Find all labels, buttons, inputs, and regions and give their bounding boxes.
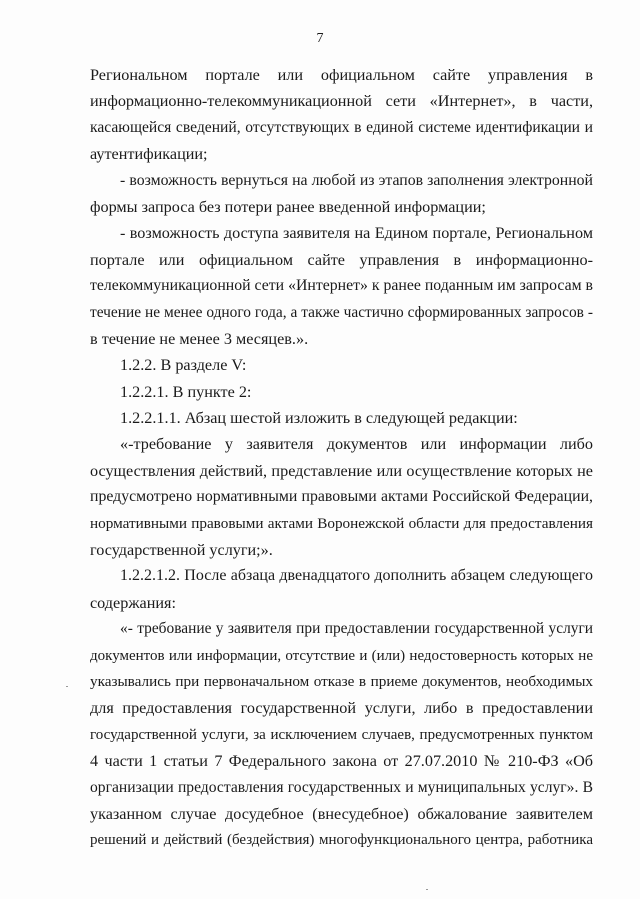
- text-line: телекоммуникационной сети «Интернет» к ранее поданным им запросам в: [90, 277, 593, 295]
- text-line: течение не менее одного года, а также частично сформированных запросов -: [90, 303, 593, 321]
- text-line: 1.2.2.1. В пункте 2:: [120, 382, 252, 401]
- text-line: 1.2.2. В разделе V:: [120, 356, 247, 375]
- text-line: портале или официальном сайте управления в информационно-: [90, 250, 593, 269]
- text-line: 1.2.2.1.2. После абзаца двенадцатого дополнить абзацем следующего: [120, 567, 593, 585]
- text-line: нормативными правовыми актами Воронежской области для предоставления: [90, 514, 593, 532]
- text-line: решений и действий (бездействия) многофункционального центра, работника: [90, 832, 593, 849]
- text-line: осуществления действий, представление или осуществление которых не: [90, 461, 593, 480]
- text-line: «- требование у заявителя при предоставлении государственной услуги: [120, 620, 593, 638]
- scan-speck: [66, 686, 68, 687]
- text-line: касающейся сведений, отсутствующих в единой системе идентификации и: [90, 118, 593, 136]
- text-line: - возможность доступа заявителя на Едином портале, Региональном: [120, 224, 593, 243]
- scan-speck: [426, 889, 428, 890]
- text-line: содержания:: [90, 593, 176, 612]
- page-number: 7: [316, 31, 324, 46]
- text-line: «-требование у заявителя документов или информации либо: [120, 435, 593, 454]
- text-line: 4 части 1 статьи 7 Федерального закона от 27.07.2010 № 210-ФЗ «Об: [90, 752, 593, 771]
- text-line: в течение не менее 3 месяцев.».: [90, 329, 309, 348]
- document-body: [90, 62, 593, 854]
- text-line: формы запроса без потери ранее введенной информации;: [90, 197, 486, 216]
- text-line: 1.2.2.1.1. Абзац шестой изложить в следующей редакции:: [120, 409, 518, 428]
- text-line: организации предоставления государственных и муниципальных услуг». В: [90, 778, 593, 796]
- text-line: государственной услуги;».: [90, 541, 273, 560]
- text-line: указывались при первоначальном отказе в приеме документов, необходимых: [90, 672, 593, 690]
- text-line: Региональном портале или официальном сайте управления в: [90, 66, 593, 84]
- text-line: указанном случае досудебное (внесудебное) обжалование заявителем: [90, 804, 593, 823]
- text-line: для предоставления государственной услуги, либо в предоставлении: [90, 699, 593, 718]
- text-line: предусмотрено нормативными правовыми актами Российской Федерации,: [90, 488, 593, 506]
- text-line: информационно-телекоммуникационной сети «Интернет», в части,: [90, 92, 593, 111]
- text-line: документов или информации, отсутствие и (или) недостоверность которых не: [90, 647, 593, 664]
- text-line: государственной услуги, за исключением случаев, предусмотренных пунктом: [90, 726, 593, 743]
- text-line: - возможность вернуться на любой из этапов заполнения электронной: [120, 171, 593, 189]
- text-line: аутентификации;: [90, 145, 208, 164]
